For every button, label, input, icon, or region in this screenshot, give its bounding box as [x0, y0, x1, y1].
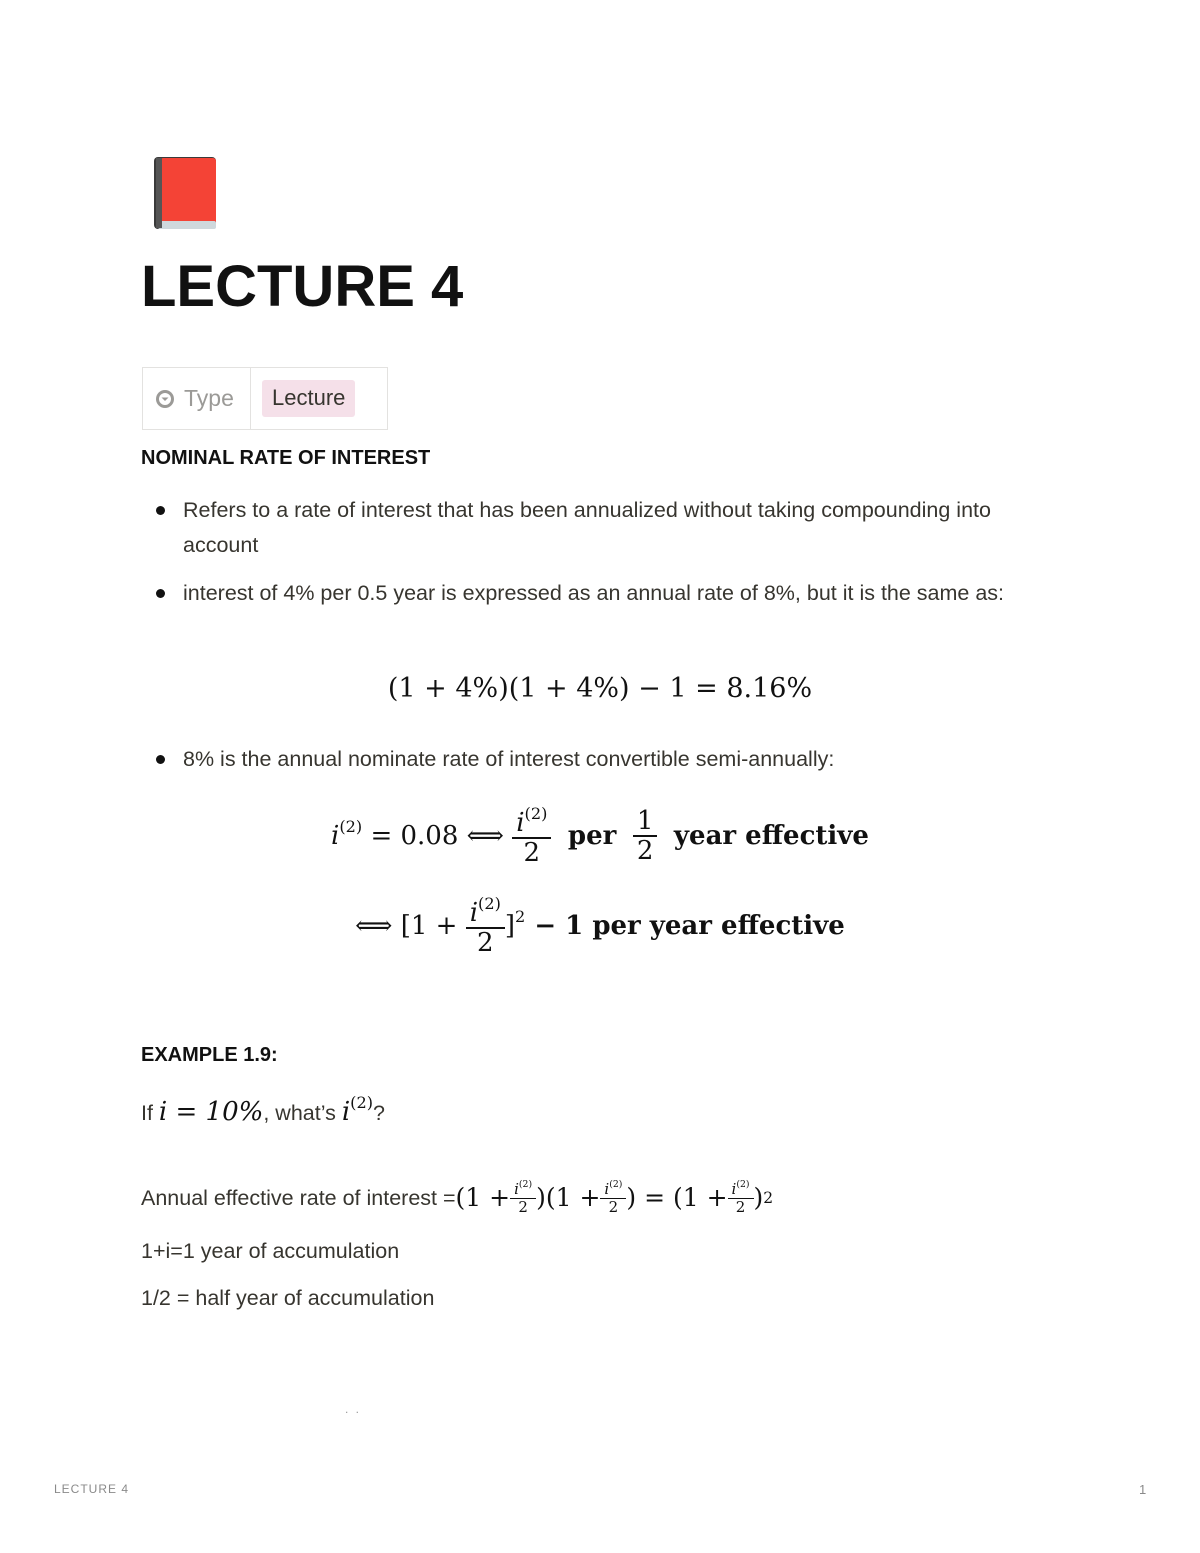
type-tag[interactable]: Lecture	[262, 380, 355, 417]
property-label: Type	[184, 385, 234, 411]
equation-2: $i^{(2)} = 0.08$ ⟺ $\frac{i^{(2)}}{2}$ per $\frac{1}{2}$ year effective	[331, 804, 869, 869]
annual-rate-line: Annual effective rate of interest = (1 + $\frac{i^{(2)}}{2}$ )(1 + $\frac{i^{(2)}}{2}$ ) = (1 + $\frac{i^{(2)}}{2}$ ) 2	[141, 1179, 774, 1216]
list-item: interest of 4% per 0.5 year is expressed as an annual rate of 8%, but it is the same as:	[183, 576, 1063, 611]
equation-3: ⟺ [1 + $\frac{i^{(2)}}{2}$ ]$^2$ − 1 per year effective	[355, 894, 845, 959]
stray-dots: . .	[345, 1402, 362, 1416]
footer-title: LECTURE 4	[54, 1482, 130, 1496]
property-value[interactable]	[251, 368, 387, 429]
page-title: LECTURE 4	[141, 254, 464, 319]
page-number: 1	[1139, 1482, 1147, 1497]
text-line: 1/2 = half year of accumulation	[141, 1286, 435, 1310]
example-question: If i = 10%, what’s $i^{(2)}$?	[141, 1093, 385, 1128]
property-key	[143, 368, 251, 429]
list-item: 8% is the annual nominate rate of interest convertible semi-annually:	[183, 742, 1063, 777]
example-heading: EXAMPLE 1.9:	[141, 1044, 278, 1066]
list-item: Refers to a rate of interest that has been annualized without taking compounding into account	[183, 493, 1063, 563]
fraction: $\frac{i^{(2)}}{2}$	[512, 806, 551, 868]
equation-1: (1 + 4%)(1 + 4%) − 1 = 8.16%	[387, 673, 813, 704]
closed-book-icon	[152, 155, 218, 231]
text-line: 1+i=1 year of accumulation	[141, 1239, 400, 1263]
section-heading: NOMINAL RATE OF INTEREST	[141, 447, 431, 469]
fraction: $\frac{i^{(2)}}{2}$	[466, 896, 505, 958]
select-property-icon	[155, 389, 175, 409]
property-row-type[interactable]	[142, 367, 388, 430]
fraction: $\frac{1}{2}$	[633, 808, 658, 866]
